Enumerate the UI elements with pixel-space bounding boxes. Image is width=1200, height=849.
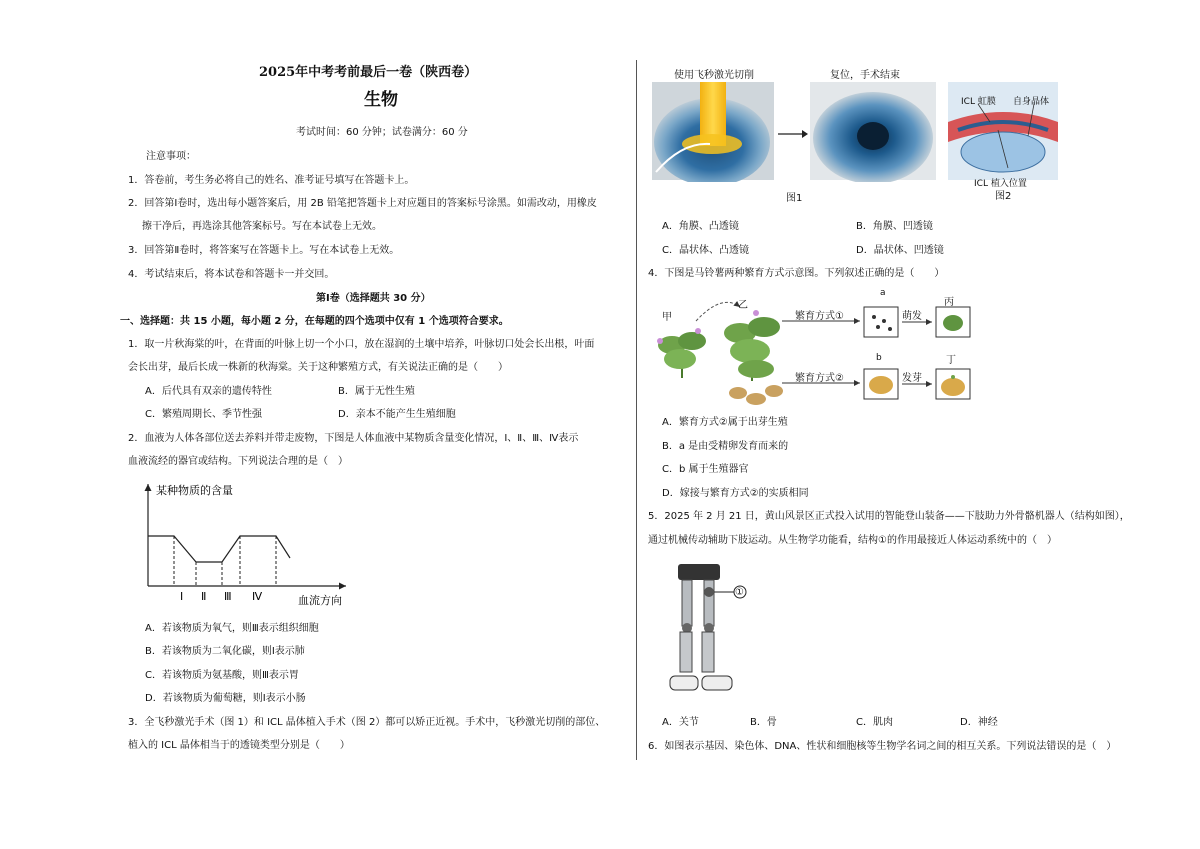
q4-option-d: D．嫁接与繁育方式②的实质相同 bbox=[662, 488, 809, 499]
label-b: b bbox=[876, 353, 882, 363]
label-jia: 甲 bbox=[662, 312, 672, 323]
section-title: 第Ⅰ卷（选择题共 30 分） bbox=[316, 293, 431, 304]
q3-stem: 3．全飞秒激光手术（图 1）和 ICL 晶体植入手术（图 2）都可以矫正近视。手术中，飞秒激光切削的部位、 bbox=[128, 717, 606, 728]
label-ding: 丁 bbox=[946, 355, 956, 366]
q2-option-d: D．若该物质为葡萄糖，则Ⅰ表示小肠 bbox=[145, 693, 306, 704]
q6-stem: 6．如图表示基因、染色体、DNA、性状和细胞核等生物学名词之间的相互关系。下列说法错误的是（ ） bbox=[648, 741, 1117, 752]
q5-stem: 通过机械传动辅助下肢运动。从生物学功能看，结构①的作用最接近人体运动系统中的（ ） bbox=[648, 535, 1057, 546]
q4-potato-diagram bbox=[652, 283, 982, 413]
q2-option-a: A．若该物质为氧气，则Ⅲ表示组织细胞 bbox=[145, 623, 319, 634]
y-axis-label: 某种物质的含量 bbox=[156, 484, 233, 497]
q5-option-b: B．骨 bbox=[750, 717, 777, 728]
q4-option-b: B．a 是由受精卵发育而来的 bbox=[662, 441, 789, 452]
exam-info: 考试时间：60 分钟；试卷满分：60 分 bbox=[296, 127, 468, 138]
tick-label-4: Ⅳ bbox=[252, 590, 263, 603]
q3-option-d: D．晶状体、凹透镜 bbox=[856, 245, 944, 256]
q5-option-a: A．关节 bbox=[662, 717, 699, 728]
joint-structure bbox=[704, 587, 714, 597]
notes-heading: 注意事项： bbox=[146, 151, 196, 162]
q2-stem: 2．血液为人体各部位送去养料并带走废物，下图是人体血液中某物质含量变化情况，Ⅰ、Ⅱ、Ⅲ、Ⅳ表示 bbox=[128, 433, 579, 444]
plant-jia bbox=[657, 328, 706, 378]
label-germinate2: 发芽 bbox=[902, 373, 922, 384]
plant-yi bbox=[724, 310, 783, 405]
fig1-label: 图1 bbox=[786, 193, 803, 204]
q1-stem: 会长出芽，最后长成一株新的秋海棠。关于这种繁殖方式，有关说法正确的是（ ） bbox=[128, 362, 508, 373]
fig1-eye-surgery-images bbox=[652, 82, 942, 182]
content-line bbox=[148, 536, 290, 562]
fig2-label-lens: 自身晶体 bbox=[1013, 97, 1050, 107]
q5-stem: 5．2025 年 2 月 21 日，黄山风景区正式投入试用的智能登山装备——下肢助力外骨骼机器人（结构如图）， bbox=[648, 511, 1130, 522]
note-item: 擦干净后，再选涂其他答案标号。写在本试卷上无效。 bbox=[142, 221, 382, 232]
column-divider bbox=[636, 60, 637, 760]
q2-chart bbox=[140, 478, 370, 612]
label-bing: 丙 bbox=[944, 297, 954, 308]
fig2-label: 图2 bbox=[995, 191, 1012, 202]
q2-option-c: C．若该物质为氨基酸，则Ⅲ表示胃 bbox=[145, 670, 299, 681]
q1-option-d: D．亲本不能产生生殖细胞 bbox=[338, 409, 456, 420]
q5-option-d: D．神经 bbox=[960, 717, 998, 728]
note-item: 4．考试结束后，将本试卷和答题卡一并交回。 bbox=[128, 269, 335, 280]
label-way1: 繁育方式① bbox=[795, 311, 844, 322]
label-a: a bbox=[880, 288, 886, 298]
q4-stem: 4．下图是马铃薯两种繁育方式示意图。下列叙述正确的是（ ） bbox=[648, 268, 945, 279]
note-item: 3．回答第Ⅱ卷时，将答案写在答题卡上。写在本试卷上无效。 bbox=[128, 245, 400, 256]
label-germinate1: 萌发 bbox=[902, 311, 922, 322]
q5-marker: ① bbox=[735, 587, 744, 598]
tick-label-3: Ⅲ bbox=[224, 590, 232, 603]
q1-option-c: C．繁殖周期长、季节性强 bbox=[145, 409, 262, 420]
q5-exoskeleton-image bbox=[652, 560, 762, 705]
q3-option-c: C．晶状体、凸透镜 bbox=[662, 245, 749, 256]
x-axis-label: 血流方向 bbox=[298, 594, 342, 607]
box-a bbox=[864, 307, 898, 337]
q5-option-c: C．肌肉 bbox=[856, 717, 893, 728]
q3-option-a: A．角膜、凸透镜 bbox=[662, 221, 739, 232]
q1-option-b: B．属于无性生殖 bbox=[338, 386, 415, 397]
q3-option-b: B．角膜、凹透镜 bbox=[856, 221, 933, 232]
paper-title: 2025年中考考前最后一卷（陕西卷） bbox=[259, 65, 478, 80]
section-instruction: 一、选择题：共 15 小题，每小题 2 分，在每题的四个选项中仅有 1 个选项符合要求。 bbox=[120, 316, 509, 327]
q4-option-c: C．b 属于生殖器官 bbox=[662, 464, 749, 475]
lens bbox=[961, 132, 1045, 172]
tick-label-1: Ⅰ bbox=[180, 590, 184, 603]
label-way2: 繁育方式② bbox=[795, 373, 844, 384]
q2-option-b: B．若该物质为二氧化碳，则Ⅰ表示肺 bbox=[145, 646, 305, 657]
fig1-caption-1: 使用飞秒激光切削 bbox=[674, 70, 754, 81]
note-item: 1．答卷前，考生务必将自己的姓名、准考证号填写在答题卡上。 bbox=[128, 175, 415, 186]
note-item: 2．回答第Ⅰ卷时，选出每小题答案后，用 2B 铅笔把答题卡上对应题目的答案标号涂黑。如需改动，用橡皮 bbox=[128, 198, 597, 209]
q2-stem: 血液流经的器官或结构。下列说法合理的是（ ） bbox=[128, 456, 348, 467]
q4-option-a: A．繁育方式②属于出芽生殖 bbox=[662, 417, 788, 428]
label-yi: 乙 bbox=[738, 300, 748, 311]
fig1-caption-2: 复位，手术结束 bbox=[830, 70, 900, 81]
q1-option-a: A．后代具有双亲的遗传特性 bbox=[145, 386, 272, 397]
fig2-label-icl: ICL 虹膜 bbox=[961, 97, 996, 107]
subject-title: 生物 bbox=[364, 90, 398, 110]
q1-stem: 1．取一片秋海棠的叶，在背面的叶脉上切一个小口，放在湿润的土壤中培养，叶脉切口处会长出根，叶面 bbox=[128, 339, 595, 350]
q3-stem: 植入的 ICL 晶体相当于的透镜类型分别是（ ） bbox=[128, 740, 350, 751]
tick-label-2: Ⅱ bbox=[201, 590, 207, 603]
fig2-label-position: ICL 植入位置 bbox=[974, 179, 1027, 189]
